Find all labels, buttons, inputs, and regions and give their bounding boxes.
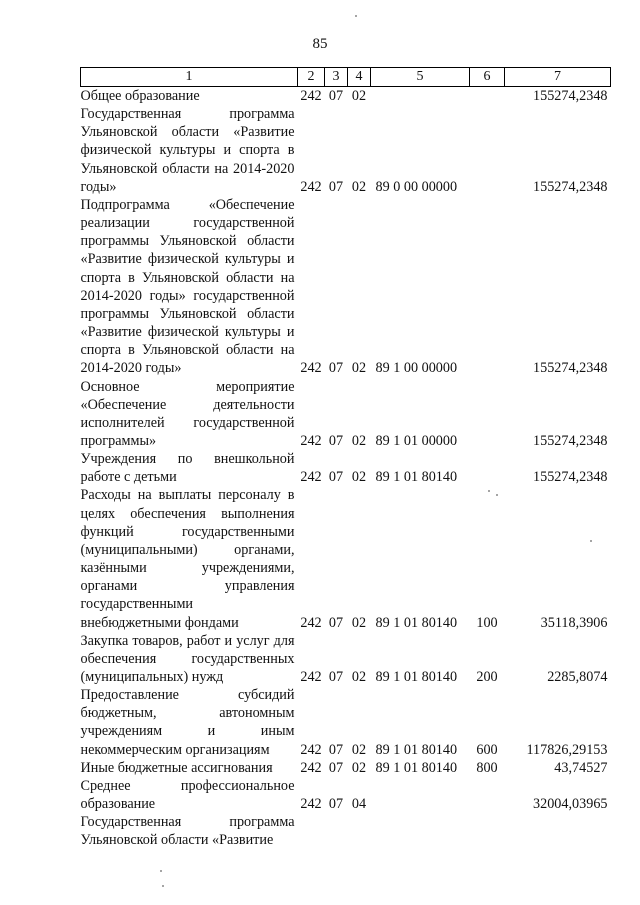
row-col-3: 07 xyxy=(328,614,344,631)
row-col-3: 07 xyxy=(328,669,344,685)
row-col-6 xyxy=(470,196,505,378)
row-amount: 35118,3906 xyxy=(540,614,608,631)
page-number: 85 xyxy=(312,36,328,52)
row-amount: 155274,2348 xyxy=(533,178,608,195)
row-col-4: 02 xyxy=(351,432,367,449)
header-col-2: 2 xyxy=(298,68,325,87)
row-col-6: 100 xyxy=(476,614,498,631)
header-row xyxy=(81,68,611,87)
row-col-3: 07 xyxy=(328,796,344,813)
row-col-2: 242 xyxy=(300,360,322,377)
table-row xyxy=(81,378,611,451)
row-col-5: 89 1 01 80140 xyxy=(375,759,458,776)
row-amount: 155274,2348 xyxy=(533,469,608,486)
row-col-4: 02 xyxy=(351,469,367,486)
row-col-2: 242 xyxy=(300,178,322,195)
row-col-6 xyxy=(470,813,505,849)
row-description: Иные бюджетные ассигнования xyxy=(80,759,273,776)
row-col-4: 02 xyxy=(351,178,367,195)
table-row xyxy=(81,759,611,777)
row-amount: 32004,03965 xyxy=(533,796,608,813)
row-description: Расходы на выплаты персоналу в целях обеспечения выполнения функций государственными (муниципальными) органами, казёнными учреждениями, органами управления государственными внебюджетными фондами xyxy=(80,487,295,631)
row-amount: 2285,8074 xyxy=(547,669,608,685)
table-row xyxy=(81,87,611,106)
row-col-6: 200 xyxy=(476,669,498,685)
row-col-2: 242 xyxy=(300,669,322,685)
row-col-4: 02 xyxy=(351,669,367,685)
row-col-2: 242 xyxy=(300,741,322,758)
header-col-3: 3 xyxy=(325,68,348,87)
row-col-2: 242 xyxy=(300,469,322,486)
row-col-3 xyxy=(325,813,348,849)
row-col-6 xyxy=(470,105,505,196)
row-col-2: 242 xyxy=(300,796,322,813)
scan-speck xyxy=(488,490,490,492)
row-amount xyxy=(505,813,611,849)
scan-speck xyxy=(496,494,498,496)
row-description: Среднее профессиональное образование xyxy=(80,777,295,813)
row-col-2 xyxy=(298,813,325,849)
row-col-4: 02 xyxy=(351,360,367,377)
scan-speck xyxy=(160,870,162,872)
scan-speck xyxy=(590,540,592,542)
row-description: Общее образование xyxy=(80,88,200,104)
row-amount: 43,74527 xyxy=(554,759,608,776)
header-col-5: 5 xyxy=(371,68,470,87)
row-col-4: 02 xyxy=(351,741,367,758)
row-description: Основное мероприятие «Обеспечение деятельности исполнителей государственной программы» xyxy=(80,378,295,449)
row-col-6: 600 xyxy=(476,741,498,758)
row-col-4: 04 xyxy=(351,796,367,813)
table-row xyxy=(81,777,611,813)
table-header xyxy=(81,68,611,87)
row-col-5: 89 1 01 00000 xyxy=(375,432,458,449)
table-row xyxy=(81,632,611,686)
row-amount: 155274,2348 xyxy=(533,432,608,449)
row-col-5: 89 0 00 00000 xyxy=(375,178,458,195)
scan-speck xyxy=(162,885,164,887)
row-amount: 155274,2348 xyxy=(533,360,608,377)
table-row xyxy=(81,105,611,196)
row-col-2: 242 xyxy=(300,614,322,631)
row-col-2: 242 xyxy=(300,432,322,449)
row-col-6: 800 xyxy=(476,759,498,776)
header-col-7: 7 xyxy=(505,68,611,87)
table-row xyxy=(81,686,611,759)
row-col-3: 07 xyxy=(328,360,344,377)
row-description: Подпрограмма «Обеспечение реализации государственной программы Ульяновской области «Развитие физической культуры и спорта в Ульяновской области на 2014-2020 годы» государственной программы Ульяновской области «Развитие физической культуры и спорта в Ульяновской области на 2014-2020 годы» xyxy=(80,196,295,377)
row-col-6 xyxy=(470,378,505,451)
row-description: Учреждения по внешкольной работе с детьми xyxy=(80,451,295,486)
budget-table xyxy=(80,67,611,850)
row-col-3: 07 xyxy=(328,432,344,449)
header-col-4: 4 xyxy=(348,68,371,87)
row-col-5 xyxy=(371,777,470,813)
row-col-4: 02 xyxy=(351,614,367,631)
row-col-6 xyxy=(470,87,505,106)
row-col-3: 07 xyxy=(328,469,344,486)
row-col-3: 07 xyxy=(328,759,344,776)
row-col-2: 242 xyxy=(300,88,322,104)
row-col-4 xyxy=(348,813,371,849)
row-col-3: 07 xyxy=(328,741,344,758)
row-col-3: 07 xyxy=(328,178,344,195)
row-amount: 155274,2348 xyxy=(533,88,608,104)
row-description: Государственная программа Ульяновской области «Развитие xyxy=(80,814,295,849)
row-col-5: 89 1 00 00000 xyxy=(375,360,458,377)
row-col-5 xyxy=(371,87,470,106)
table-row xyxy=(81,450,611,486)
row-col-3: 07 xyxy=(328,88,344,104)
row-col-5 xyxy=(371,813,470,849)
row-col-4: 02 xyxy=(351,88,367,104)
header-col-1: 1 xyxy=(81,68,298,87)
scan-speck xyxy=(355,15,357,17)
row-col-6 xyxy=(470,450,505,486)
row-col-5: 89 1 01 80140 xyxy=(375,469,458,486)
row-col-5: 89 1 01 80140 xyxy=(375,669,458,685)
row-description: Государственная программа Ульяновской области «Развитие физической культуры и спорта в Ульяновской области на 2014-2020 годы» xyxy=(80,106,295,195)
row-col-6 xyxy=(470,777,505,813)
table-row xyxy=(81,196,611,378)
row-col-4: 02 xyxy=(351,759,367,776)
row-col-5: 89 1 01 80140 xyxy=(375,614,458,631)
row-col-5: 89 1 01 80140 xyxy=(375,741,458,758)
header-col-6: 6 xyxy=(470,68,505,87)
table-row xyxy=(81,486,611,631)
row-col-2: 242 xyxy=(300,759,322,776)
row-amount: 117826,29153 xyxy=(526,741,608,758)
table-row xyxy=(81,813,611,849)
row-description: Закупка товаров, работ и услуг для обеспечения государственных (муниципальных) нужд xyxy=(80,632,295,685)
row-description: Предоставление субсидий бюджетным, автономным учреждениям и иным некоммерческим организациям xyxy=(80,687,295,758)
